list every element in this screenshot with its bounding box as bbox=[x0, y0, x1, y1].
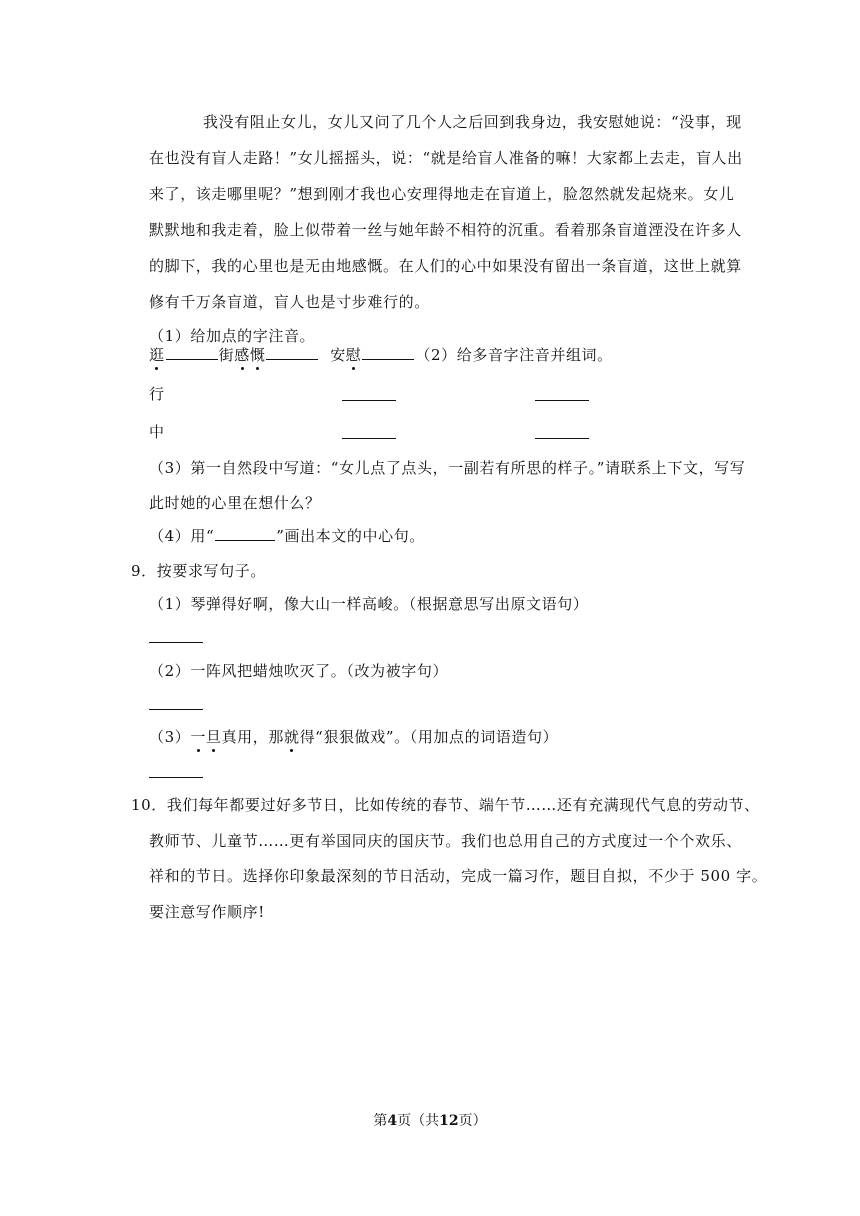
page-footer bbox=[0, 1112, 860, 1130]
polyphone-char-zhong: 中 bbox=[149, 423, 165, 441]
answer-blank[interactable] bbox=[362, 345, 414, 360]
answer-blank[interactable] bbox=[342, 400, 396, 401]
passage-line-5: 的脚下，我的心里也是无由地感慨。在人们的心中如果没有留出一条盲道，这世上就算 bbox=[149, 257, 742, 275]
passage-line-6: 修有千万条盲道，盲人也是寸步难行的。 bbox=[149, 293, 430, 311]
dotted-char: 旦 bbox=[205, 728, 222, 746]
dotted-char: 逛 bbox=[149, 346, 165, 364]
passage-line-4: 默默地和我走着，脸上似带着一丝与她年龄不相符的沉重。看着那条盲道湮没在许多人 bbox=[149, 221, 742, 239]
sentence-3-mid: 真用，那 bbox=[221, 728, 284, 746]
passage-line-3: 来了，该走哪里呢？”想到刚才我也心安理得地走在盲道上，脸忽然就发起烧来。女儿 bbox=[149, 185, 735, 203]
question-1-items bbox=[149, 345, 613, 365]
page-number: 4 bbox=[387, 1113, 398, 1129]
answer-line[interactable] bbox=[149, 709, 203, 710]
question-4-pre: （4）用“ bbox=[149, 527, 215, 545]
sentence-3-pre: （3） bbox=[149, 728, 191, 746]
question-10-line-4: 要注意写作顺序! bbox=[149, 903, 265, 921]
question-4-post: ”画出本文的中心句。 bbox=[276, 527, 425, 545]
sentence-3-post: 得“狠狠做戏”。（用加点的词语造句） bbox=[299, 728, 559, 746]
footer-post: 页） bbox=[458, 1113, 487, 1129]
question-9-sentence-3 bbox=[149, 727, 558, 747]
plain-char: 安 bbox=[330, 346, 346, 364]
question-10-line-3: 祥和的节日。选择你印象最深刻的节日活动，完成一篇习作，题目自拟，不少于 500 字。 bbox=[149, 867, 768, 885]
answer-blank[interactable] bbox=[535, 438, 589, 439]
answer-blank[interactable] bbox=[535, 400, 589, 401]
answer-line[interactable] bbox=[149, 642, 203, 643]
dotted-char: 慰 bbox=[345, 346, 362, 364]
dotted-char: 感 bbox=[234, 346, 250, 364]
question-4 bbox=[149, 526, 425, 546]
dotted-char: 慨 bbox=[249, 346, 266, 364]
dotted-char: 一 bbox=[190, 728, 206, 746]
passage-line-1: 我没有阻止女儿，女儿又问了几个人之后回到我身边，我安慰她说：“没事，现 bbox=[203, 113, 742, 131]
question-9-sentence-2: （2）一阵风把蜡烛吹灭了。（改为被字句） bbox=[149, 662, 449, 680]
question-2-label: （2）给多音字注音并组词。 bbox=[415, 346, 613, 364]
plain-char: 街 bbox=[218, 346, 235, 364]
answer-blank[interactable] bbox=[215, 526, 275, 541]
polyphone-char-xing: 行 bbox=[149, 385, 165, 403]
question-10-line-2: 教师节、儿童节……更有举国同庆的国庆节。我们也总用自己的方式度过一个个欢乐、 bbox=[149, 832, 742, 850]
page-total: 12 bbox=[439, 1113, 459, 1129]
answer-blank[interactable] bbox=[266, 345, 318, 360]
answer-blank[interactable] bbox=[342, 438, 396, 439]
footer-mid: 页（共 bbox=[397, 1113, 440, 1129]
passage-line-2: 在也没有盲人走路！”女儿摇摇头，说：“就是给盲人准备的嘛！大家都上去走，盲人出 bbox=[149, 149, 743, 167]
question-3-line-2: 此时她的心里在想什么？ bbox=[149, 494, 321, 512]
answer-line[interactable] bbox=[149, 777, 203, 778]
answer-blank[interactable] bbox=[166, 345, 218, 360]
question-9-title: 9．按要求写句子。 bbox=[131, 562, 266, 580]
question-9-sentence-1: （1）琴弹得好啊，像大山一样高峻。（根据意思写出原文语句） bbox=[149, 595, 589, 613]
question-10-line-1: 10．我们每年都要过好多节日，比如传统的春节、端午节……还有充满现代气息的劳动节、 bbox=[131, 796, 760, 814]
question-3-line-1: （3）第一自然段中写道：“女儿点了点头，一副若有所思的样子。”请联系上下文，写写 bbox=[149, 459, 746, 477]
question-1-label: （1）给加点的字注音。 bbox=[149, 327, 316, 345]
dotted-char: 就 bbox=[283, 728, 300, 746]
footer-pre: 第 bbox=[373, 1113, 388, 1129]
